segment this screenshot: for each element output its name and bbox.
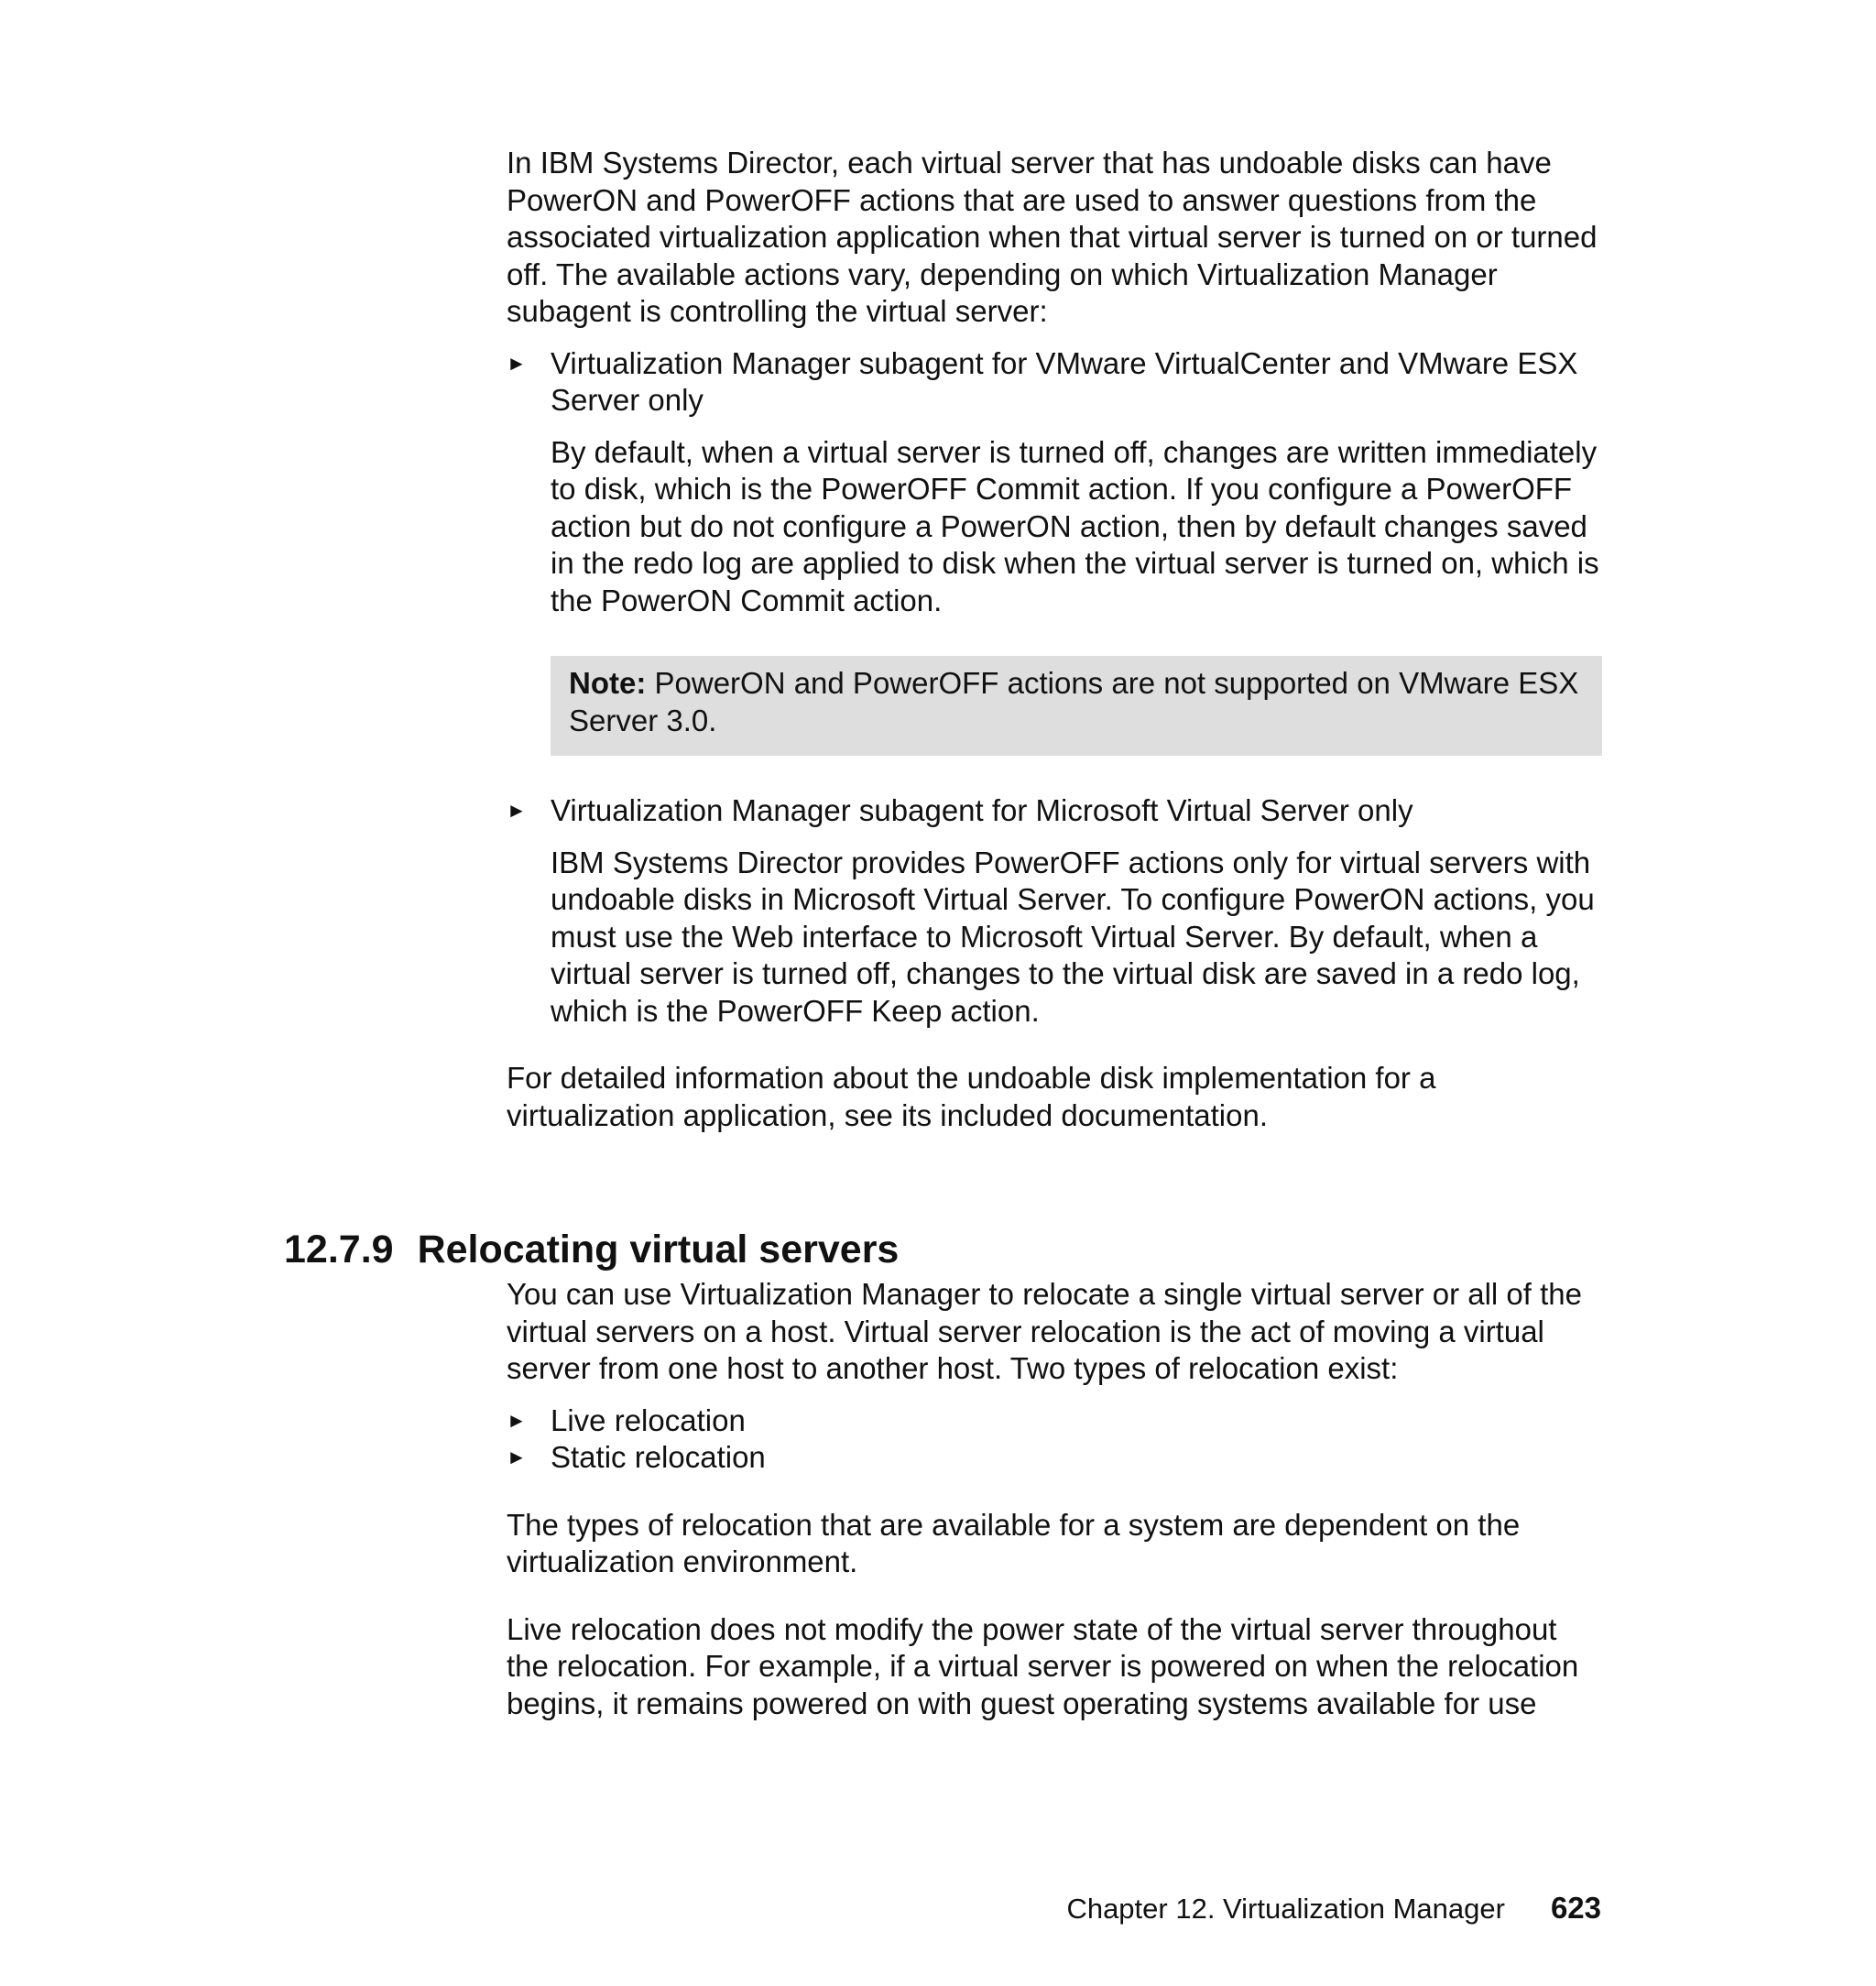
note-label: Note: — [569, 666, 647, 700]
list-item — [507, 1439, 1606, 1477]
bullet-marker-icon: ► — [507, 1408, 527, 1432]
section-para-2: The types of relocation that are available for a system are dependent on the virtualization environment. — [507, 1507, 1521, 1578]
bullet-marker-icon: ► — [507, 351, 527, 375]
section-content — [507, 1276, 1606, 1722]
list-item-label: Static relocation — [551, 1440, 766, 1474]
bullet-vmware-title: Virtualization Manager subagent for VMware VirtualCenter and VMware ESX Server only — [551, 345, 1578, 417]
note-text: PowerON and PowerOFF actions are not supported on VMware ESX Server 3.0. — [569, 666, 1579, 737]
section-heading — [284, 1226, 899, 1273]
page-number: 623 — [1550, 1891, 1601, 1925]
relocation-types-list — [507, 1402, 1606, 1477]
bullet-microsoft-body: IBM Systems Director provides PowerOFF actions only for virtual servers with undoable disks in Microsoft Virtual Server. To configure PowerON actions, you must use the Web interface to Microsoft Virtual Server. By default, when a virtual server is turned off, changes to the virtual disk are saved in a redo log, which is the PowerOFF Keep action. — [551, 845, 1595, 1028]
bullet-marker-icon: ► — [507, 799, 527, 822]
list-item-label: Live relocation — [551, 1402, 746, 1437]
list-item — [507, 1402, 1606, 1440]
intro-paragraph: In IBM Systems Director, each virtual server that has undoable disks can have PowerON and PowerOFF actions that are used to answer questions from the associated virtualization application when that virtual server is turned on or turned off. The available actions vary, depending on which Virtualization Manager subagent is controlling the virtual server: — [507, 146, 1598, 328]
bullet-marker-icon: ► — [507, 1446, 527, 1468]
section-para-1: You can use Virtualization Manager to relocate a single virtual server or all of the virtual servers on a host. Virtual server relocation is the act of moving a virtual server from one host to another host. Two types of relocation exist: — [507, 1277, 1582, 1385]
section-para-3: Live relocation does not modify the power state of the virtual server throughout the relocation. For example, if a virtual server is powered on when the relocation begins, it remains powered on with guest operating systems available for use — [507, 1611, 1579, 1720]
closing-paragraph: For detailed information about the undoable disk implementation for a virtualization application, see its included documentation. — [507, 1061, 1436, 1132]
section-number: 12.7.9 — [284, 1227, 394, 1271]
bullet-microsoft-title: Virtualization Manager subagent for Microsoft Virtual Server only — [551, 793, 1413, 827]
page-footer — [1066, 1890, 1601, 1927]
section-title: Relocating virtual servers — [417, 1227, 900, 1271]
bullet-vmware — [507, 345, 1606, 420]
bullet-vmware-body: By default, when a virtual server is turned off, changes are written immediately to disk, which is the PowerOFF Commit action. If you configure a PowerOFF action but do not configure a PowerON action, then by default changes saved in the redo log are applied to disk when the virtual server is turned on, which is the PowerON Commit action. — [551, 434, 1599, 617]
footer-chapter: Chapter 12. Virtualization Manager — [1066, 1893, 1505, 1925]
bullet-microsoft — [507, 792, 1606, 830]
note-box — [551, 656, 1602, 756]
upper-content — [507, 145, 1606, 1134]
